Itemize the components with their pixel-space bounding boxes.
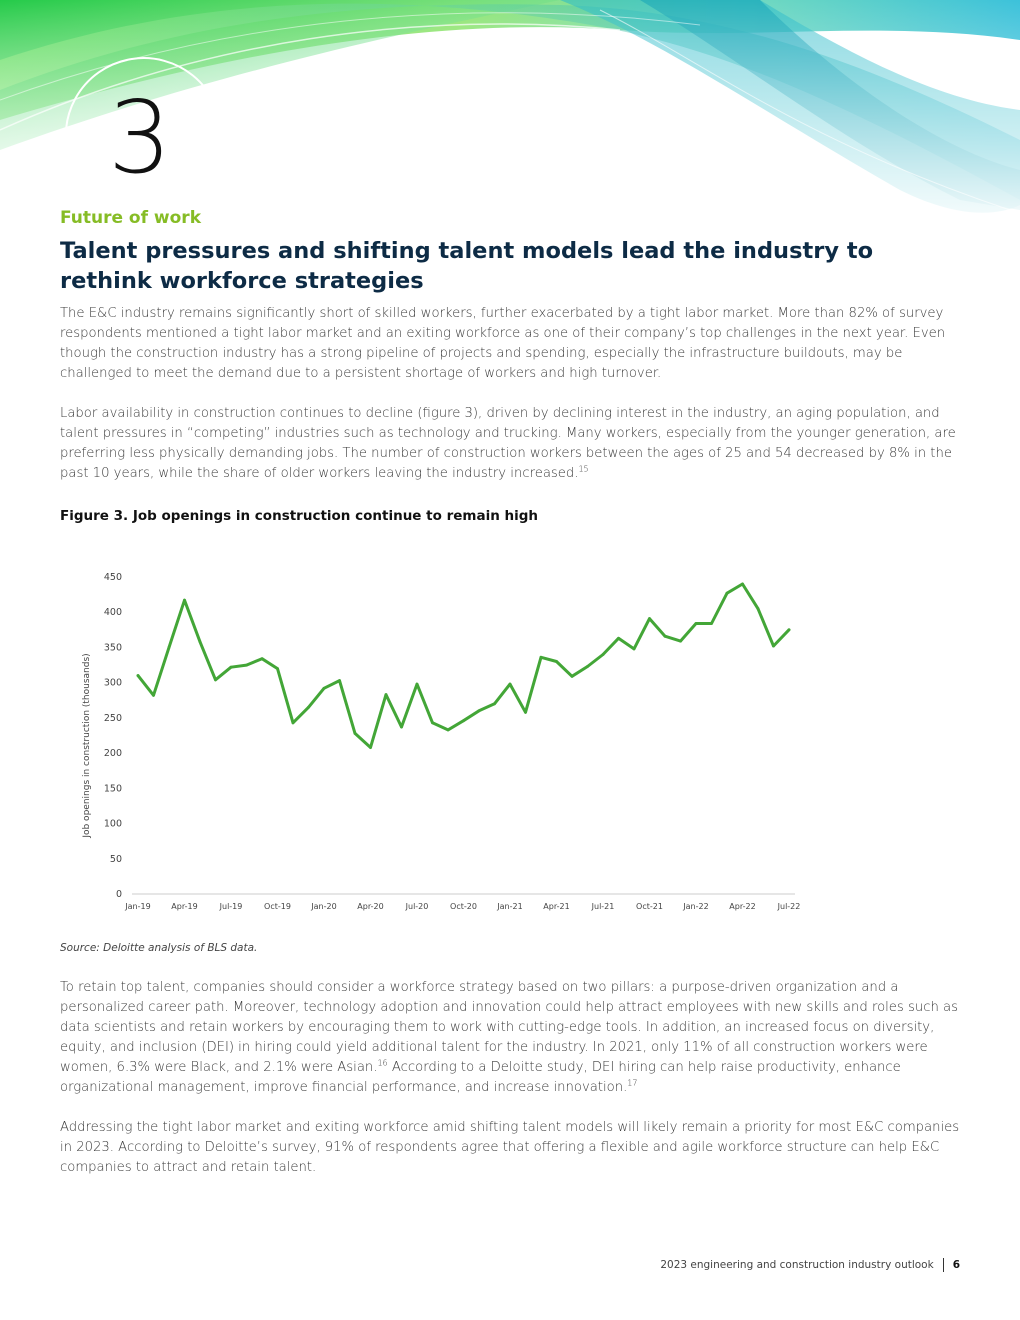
data-point bbox=[648, 617, 651, 620]
series-line-job-openings bbox=[138, 584, 789, 748]
data-point bbox=[555, 660, 558, 663]
data-point bbox=[152, 694, 155, 697]
data-point bbox=[586, 665, 589, 668]
data-point bbox=[276, 667, 279, 670]
page-number: 6 bbox=[952, 1259, 960, 1271]
data-point bbox=[617, 637, 620, 640]
x-tick-label: Apr-19 bbox=[171, 902, 198, 911]
data-point bbox=[307, 706, 310, 709]
paragraph-3-text-a: To retain top talent, companies should consider a workforce strategy based on two pillars: a purpose-driven organization and a personalized career path. Moreover, technology adoption and innovation could help attract employees with new skills and roles such as data scientists and retain workers by encouraging them to work with cutting-edge tools. In addition, an increased focus on diversity, equity, and inclusion (DEI) in hiring could yield additional talent for the industry. In 2021, only 11% of all construction workers were women, 6.3% were Black, and 2.1% were Asian. bbox=[60, 980, 958, 1075]
page-title: Talent pressures and shifting talent models lead the industry to rethink workforce strategies bbox=[60, 238, 874, 294]
x-tick-label: Oct-20 bbox=[450, 902, 477, 911]
page-footer bbox=[660, 1258, 960, 1272]
x-tick-label: Oct-19 bbox=[264, 902, 291, 911]
data-point bbox=[602, 653, 605, 656]
data-point bbox=[354, 732, 357, 735]
y-tick-label: 300 bbox=[103, 677, 122, 689]
paragraph-2 bbox=[60, 404, 965, 484]
figure-source: Source: Deloitte analysis of BLS data. bbox=[60, 942, 258, 954]
y-tick-label: 150 bbox=[103, 783, 122, 795]
data-point bbox=[478, 709, 481, 712]
data-point bbox=[168, 646, 171, 649]
data-point bbox=[369, 746, 372, 749]
data-point bbox=[431, 721, 434, 724]
data-point bbox=[214, 678, 217, 681]
x-tick-label: Jul-22 bbox=[777, 902, 801, 911]
data-point bbox=[571, 675, 574, 678]
footnote-ref: 15 bbox=[578, 464, 589, 474]
x-tick-label: Apr-22 bbox=[729, 902, 756, 911]
paragraph-3-text-b: According to a Deloitte study, DEI hiring can help raise productivity, enhance organizational management, improve financial performance, and increase innovation. bbox=[60, 1060, 901, 1095]
x-tick-label: Jul-19 bbox=[219, 902, 243, 911]
x-tick-label: Jan-22 bbox=[683, 902, 709, 911]
data-point bbox=[633, 648, 636, 651]
data-point bbox=[400, 726, 403, 729]
data-point bbox=[292, 721, 295, 724]
footer-divider bbox=[943, 1258, 944, 1272]
data-point bbox=[183, 599, 186, 602]
y-tick-label: 400 bbox=[103, 607, 122, 619]
data-point bbox=[493, 702, 496, 705]
job-openings-line-chart bbox=[60, 555, 820, 925]
x-tick-label: Jan-21 bbox=[497, 902, 523, 911]
footnote-ref: 17 bbox=[627, 1078, 638, 1088]
data-point bbox=[323, 687, 326, 690]
data-point bbox=[757, 607, 760, 610]
x-tick-label: Apr-21 bbox=[543, 902, 570, 911]
x-tick-label: Oct-21 bbox=[636, 902, 663, 911]
y-tick-label: 450 bbox=[103, 572, 122, 583]
data-point bbox=[788, 628, 791, 631]
paragraph-1: The E&C industry remains significantly short of skilled workers, further exacerbated by a tight labor market. More than 82% of survey respondents mentioned a tight labor market and an exiting workforce as one of their company’s top challenges in the next year. Even though the construction industry has a strong pipeline of projects and spending, especially the infrastructure buildouts, may be challenged to meet the demand due to a persistent shortage of workers and high turnover. bbox=[60, 306, 946, 381]
data-point bbox=[385, 693, 388, 696]
x-tick-label: Jul-21 bbox=[591, 902, 615, 911]
chapter-number: 3 bbox=[108, 79, 172, 196]
data-point bbox=[726, 592, 729, 595]
x-tick-label: Apr-20 bbox=[357, 902, 384, 911]
y-axis-title: Job openings in construction (thousands) bbox=[82, 653, 92, 838]
y-tick-label: 100 bbox=[103, 818, 122, 830]
data-point bbox=[447, 729, 450, 732]
paragraph-2-text: Labor availability in construction continues to decline (figure 3), driven by declining interest in the industry, an aging population, and talent pressures in “competing” industries such as technology and trucking. Many workers, especially from the younger generation, are preferring less physically demanding jobs. The number of construction workers between the ages of 25 and 54 decreased by 8% in the past 10 years, while the share of older workers leaving the industry increased. bbox=[60, 406, 956, 481]
y-tick-label: 0 bbox=[115, 889, 122, 900]
data-point bbox=[462, 719, 465, 722]
x-tick-label: Jan-20 bbox=[311, 902, 337, 911]
data-point bbox=[524, 711, 527, 714]
data-point bbox=[710, 622, 713, 625]
x-tick-label: Jan-19 bbox=[125, 902, 151, 911]
data-point bbox=[245, 664, 248, 667]
y-tick-label: 250 bbox=[103, 712, 122, 724]
data-point bbox=[137, 674, 140, 677]
data-point bbox=[664, 635, 667, 638]
section-label: Future of work bbox=[60, 208, 201, 228]
data-point bbox=[199, 640, 202, 643]
data-point bbox=[540, 656, 543, 659]
data-point bbox=[416, 683, 419, 686]
x-tick-label: Jul-20 bbox=[405, 902, 429, 911]
data-point bbox=[695, 622, 698, 625]
figure-title: Figure 3. Job openings in construction continue to remain high bbox=[60, 508, 539, 524]
data-point bbox=[230, 666, 233, 669]
y-tick-label: 200 bbox=[103, 748, 122, 760]
footnote-ref: 16 bbox=[377, 1058, 388, 1068]
data-point bbox=[772, 645, 775, 648]
paragraph-3 bbox=[60, 978, 965, 1098]
paragraph-4: Addressing the tight labor market and exiting workforce amid shifting talent models will likely remain a priority for most E&C companies in 2023. According to Deloitte’s survey, 91% of respondents agree that offering a flexible and agile workforce structure can help E&C companies to attract and retain talent. bbox=[60, 1120, 960, 1175]
y-tick-label: 50 bbox=[109, 853, 122, 865]
footer-title: 2023 engineering and construction industry outlook bbox=[660, 1259, 934, 1271]
y-tick-label: 350 bbox=[103, 642, 122, 654]
data-point bbox=[338, 679, 341, 682]
data-point bbox=[261, 657, 264, 660]
data-point bbox=[741, 583, 744, 586]
data-point bbox=[679, 640, 682, 643]
data-point bbox=[509, 683, 512, 686]
